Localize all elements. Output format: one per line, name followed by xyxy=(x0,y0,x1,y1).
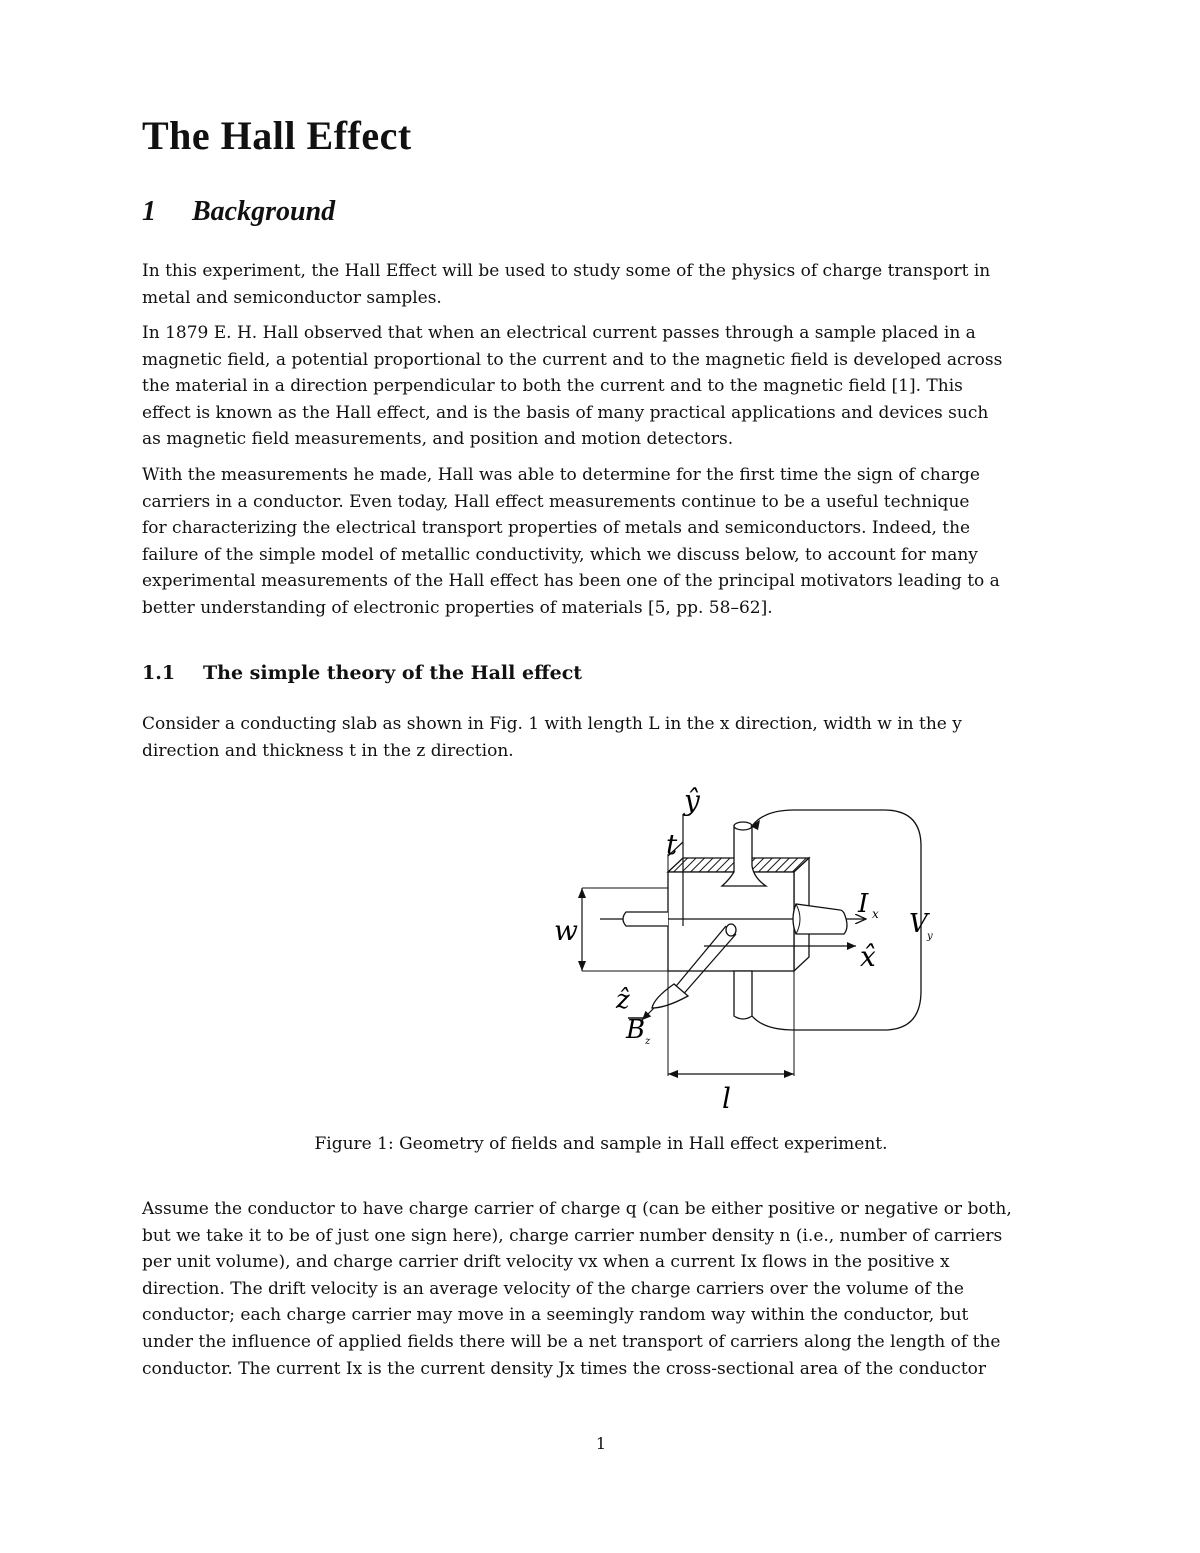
section-number: 1 xyxy=(142,196,156,227)
z-axis-label: ẑ xyxy=(616,985,630,1015)
voltage-label: V xyxy=(909,909,928,939)
slab-front-face xyxy=(668,872,794,971)
text-line: failure of the simple model of metallic conductivity, which we discuss below, to account for many xyxy=(142,544,978,565)
text-line: Consider a conducting slab as shown in Fig. 1 with length L in the x direction, width w in the y xyxy=(142,714,962,734)
section-heading xyxy=(142,196,335,228)
left-lead xyxy=(623,912,668,926)
text-line: metal and semiconductor samples. xyxy=(142,287,442,308)
paragraph-charge-carriers xyxy=(142,1196,1060,1382)
text-line: Assume the conductor to have charge carrier of charge q (can be either positive or negative or both, xyxy=(142,1199,1012,1219)
right-lead xyxy=(793,904,847,934)
text-line: conductor; each charge carrier may move in a seemingly random way within the conductor, but xyxy=(142,1305,969,1326)
field-label: B xyxy=(626,1015,646,1045)
y-axis-label: ŷ xyxy=(684,784,700,817)
x-axis-label: x̂ xyxy=(860,940,876,973)
paragraph-measurements xyxy=(142,462,1060,622)
text-line: the material in a direction perpendicular to both the current and to the magnetic field [1]. This xyxy=(142,376,963,397)
document-title: The Hall Effect xyxy=(142,113,412,158)
subsection-title: The simple theory of the Hall effect xyxy=(203,662,583,684)
text-line: under the influence of applied fields there will be a net transport of carriers along the length of the xyxy=(142,1331,1001,1352)
text-line: carriers in a conductor. Even today, Hall effect measurements continue to be a useful technique xyxy=(142,491,970,512)
text-line: conductor. The current Ix is the current density Jx times the cross-sectional area of the conductor xyxy=(142,1358,987,1379)
text-line: In 1879 E. H. Hall observed that when an electrical current passes through a sample placed in a xyxy=(142,323,976,343)
subsection-heading xyxy=(142,662,582,684)
text-line: magnetic field, a potential proportional to the current and to the magnetic field is developed across xyxy=(142,349,1003,370)
section-title: Background xyxy=(192,196,336,227)
text-line: per unit volume), and charge carrier drift velocity vx when a current Ix flows in the positive x xyxy=(142,1252,950,1273)
text-line: experimental measurements of the Hall effect has been one of the principal motivators leading to a xyxy=(142,571,1000,592)
current-label: I xyxy=(858,889,869,919)
text-line: better understanding of electronic properties of materials [5, pp. 58–62]. xyxy=(142,597,773,618)
current-subscript: x xyxy=(872,907,879,921)
text-line: for characterizing the electrical transport properties of metals and semiconductors. Indeed, the xyxy=(142,518,971,539)
paragraph-hall-history xyxy=(142,320,1060,453)
text-line: direction and thickness t in the z direction. xyxy=(142,740,514,761)
text-line: effect is known as the Hall effect, and is the basis of many practical applications and devices such xyxy=(142,402,989,423)
figure-caption: Figure 1: Geometry of fields and sample in Hall effect experiment. xyxy=(314,1134,888,1154)
field-subscript: z xyxy=(645,1036,651,1047)
subsection-number: 1.1 xyxy=(142,662,176,684)
bottom-probe xyxy=(734,971,752,1019)
paragraph-intro xyxy=(142,258,1060,311)
page-number: 1 xyxy=(595,1434,607,1453)
text-line: but we take it to be of just one sign here), charge carrier number density n (i.e., number of carriers xyxy=(142,1225,1003,1246)
voltage-subscript: y xyxy=(927,931,933,942)
text-line: In this experiment, the Hall Effect will be used to study some of the physics of charge transport in xyxy=(142,261,991,281)
paragraph-slab xyxy=(142,711,1060,764)
hall-diagram xyxy=(404,776,933,1116)
text-line: With the measurements he made, Hall was able to determine for the first time the sign of charge xyxy=(142,465,980,485)
length-label: l xyxy=(722,1082,731,1115)
width-label: w xyxy=(554,914,578,947)
thickness-label: t xyxy=(666,828,678,861)
figure-hall-geometry xyxy=(404,776,933,1116)
text-line: direction. The drift velocity is an average velocity of the charge carriers over the volume of the xyxy=(142,1278,964,1299)
field-rod-tip xyxy=(652,984,688,1008)
text-line: as magnetic field measurements, and position and motion detectors. xyxy=(142,429,734,450)
